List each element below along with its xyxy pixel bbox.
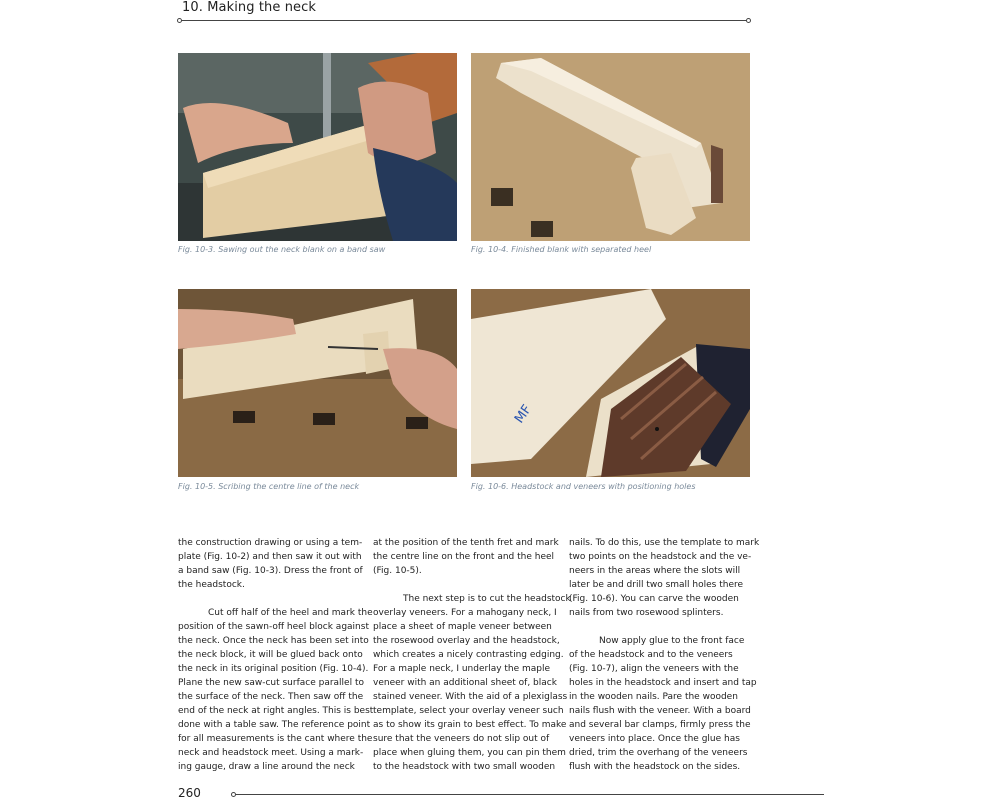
- text-line: the neck block, it will be glued back onto: [178, 650, 363, 660]
- text-column-2: [373, 536, 571, 774]
- photo-band-saw: [178, 53, 457, 241]
- text-line: place a sheet of maple veneer between: [373, 622, 552, 632]
- text-line: the surface of the neck. Then saw off the: [178, 692, 364, 702]
- text-line: For a maple neck, I underlay the maple: [373, 664, 551, 674]
- text-line: neck and headstock meet. Using a mark-: [178, 748, 364, 758]
- text-line: (Fig. 10-6). You can carve the wooden: [569, 594, 739, 604]
- rule-start-dot: [231, 792, 236, 797]
- text-line: dried, trim the overhang of the veneers: [569, 748, 748, 758]
- text-column-3: [569, 536, 760, 774]
- text-line: ing gauge, draw a line around the neck: [178, 762, 355, 772]
- text-line: the neck in its original position (Fig. 10-4).: [178, 664, 369, 674]
- figure-caption: Fig. 10-6. Headstock and veneers with positioning holes: [471, 482, 696, 491]
- text-line: two points on the headstock and the ve-: [569, 552, 752, 562]
- paragraph-gap: [373, 578, 553, 592]
- paragraph-gap: [569, 620, 749, 634]
- rule-end-dot: [746, 18, 751, 23]
- text-line: of the headstock and to the veneers: [569, 650, 733, 660]
- text-line: for all measurements is the cant where the: [178, 734, 373, 744]
- text-line: in the wooden nails. Pare the wooden: [569, 692, 738, 702]
- text-line: Cut off half of the heel and mark the: [208, 608, 373, 618]
- text-line: the neck. Once the neck has been set into: [178, 636, 369, 646]
- text-line: (Fig. 10-7), align the veneers with the: [569, 664, 739, 674]
- page-number: 260: [178, 786, 201, 800]
- text-line: (Fig. 10-5).: [373, 566, 422, 576]
- text-line: veneers into place. Once the glue has: [569, 734, 740, 744]
- text-line: as to show its grain to best effect. To make: [373, 720, 567, 730]
- text-line: stained veneer. With the aid of a plexiglass: [373, 692, 568, 702]
- text-line: nails flush with the veneer. With a board: [569, 706, 751, 716]
- text-line: the construction drawing or using a tem-: [178, 538, 363, 548]
- footer-rule: [234, 794, 824, 795]
- text-column-1: [178, 536, 374, 774]
- text-line: at the position of the tenth fret and mark: [373, 538, 559, 548]
- photo-headstock-veneers: [471, 289, 750, 477]
- text-line: the rosewood overlay and the headstock,: [373, 636, 560, 646]
- text-line: end of the neck at right angles. This is best: [178, 706, 374, 716]
- text-line: and several bar clamps, firmly press the: [569, 720, 751, 730]
- figure-caption: Fig. 10-4. Finished blank with separated heel: [471, 245, 652, 254]
- header-rule: [180, 20, 748, 21]
- text-line: overlay veneers. For a mahogany neck, I: [373, 608, 557, 618]
- text-line: nails. To do this, use the template to mark: [569, 538, 760, 548]
- svg-text:MF: MF: [511, 402, 536, 427]
- text-line: plate (Fig. 10-2) and then saw it out with: [178, 552, 362, 562]
- photo-finished-blank: [471, 53, 750, 241]
- chapter-title: 10. Making the neck: [182, 0, 317, 15]
- photo-scribing-centre-line: [178, 289, 457, 477]
- text-line: the centre line on the front and the heel: [373, 552, 555, 562]
- text-line: holes in the headstock and insert and tap: [569, 678, 757, 688]
- text-line: template, select your overlay veneer such: [373, 706, 564, 716]
- text-line: Plane the new saw-cut surface parallel to: [178, 678, 364, 688]
- text-line: the headstock.: [178, 580, 245, 590]
- text-line: to the headstock with two small wooden: [373, 762, 556, 772]
- text-line: position of the sawn-off heel block against: [178, 622, 369, 632]
- figure-caption: Fig. 10-5. Scribing the centre line of the neck: [178, 482, 360, 491]
- text-line: later be and drill two small holes there: [569, 580, 744, 590]
- figure-caption: Fig. 10-3. Sawing out the neck blank on a band saw: [178, 245, 386, 254]
- text-line: veneer with an additional sheet of, black: [373, 678, 557, 688]
- text-line: neers in the areas where the slots will: [569, 566, 741, 576]
- text-line: Now apply glue to the front face: [599, 636, 745, 646]
- text-line: sure that the veneers do not slip out of: [373, 734, 550, 744]
- rule-start-dot: [177, 18, 182, 23]
- text-line: nails from two rosewood splinters.: [569, 608, 724, 618]
- text-line: The next step is to cut the headstock: [403, 594, 571, 604]
- paragraph-gap: [178, 592, 358, 606]
- text-line: done with a table saw. The reference point: [178, 720, 371, 730]
- text-line: a band saw (Fig. 10-3). Dress the front of: [178, 566, 363, 576]
- text-line: flush with the headstock on the sides.: [569, 762, 741, 772]
- text-line: place when gluing them, you can pin them: [373, 748, 566, 758]
- text-line: which creates a nicely contrasting edging.: [373, 650, 564, 660]
